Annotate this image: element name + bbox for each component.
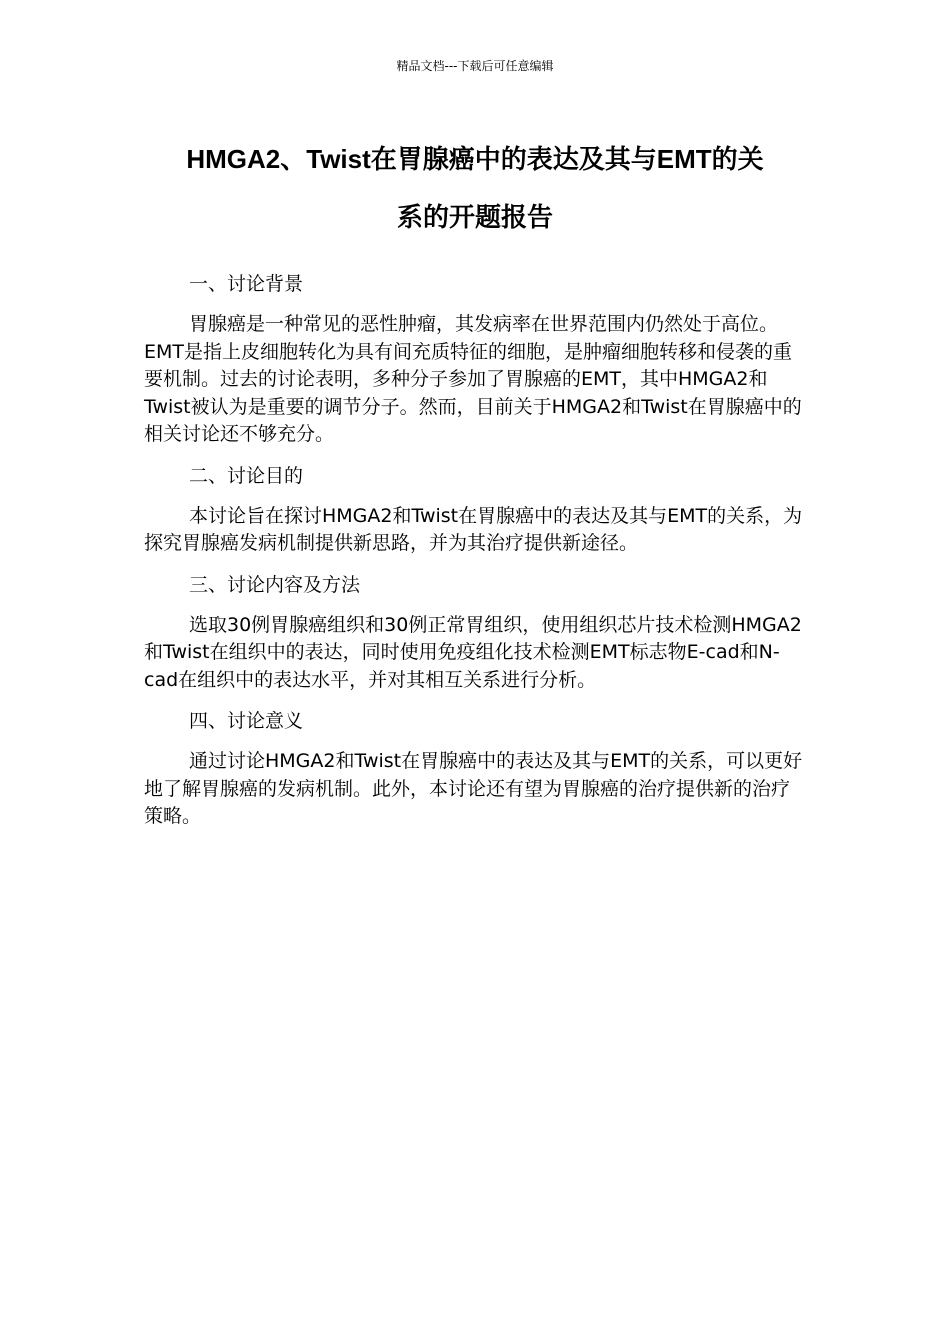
document-title-line-1: HMGA2、Twist在胃腺癌中的表达及其与EMT的关 (186, 144, 764, 174)
section-heading-background: 一、讨论背景 (189, 273, 304, 295)
section-body-background: 胃腺癌是一种常见的恶性肿瘤，其发病率在世界范围内仍然处于高位。EMT是指上皮细胞转化为具有间充质特征的细胞，是肿瘤细胞转移和侵袭的重要机制。过去的讨论表明，多种分子参加了胃腺癌的EMT，其中HMGA2和Twist被认为是重要的调节分子。然而，目前关于HMGA2和Twist在胃腺癌中的相关讨论还不够充分。 (144, 313, 802, 445)
document-title-line-2: 系的开题报告 (396, 202, 553, 232)
document-title (140, 130, 810, 246)
document-body (144, 270, 806, 844)
section-body-significance: 通过讨论HMGA2和Twist在胃腺癌中的表达及其与EMT的关系，可以更好地了解胃腺癌的发病机制。此外，本讨论还有望为胃腺癌的治疗提供新的治疗策略。 (144, 750, 803, 827)
section-body-methods: 选取30例胃腺癌组织和30例正常胃组织，使用组织芯片技术检测HMGA2和Twist在组织中的表达，同时使用免疫组化技术检测EMT标志物E-cad和N-cad在组织中的表达水平，并对其相互关系进行分析。 (144, 613, 802, 691)
section-heading-significance: 四、讨论意义 (189, 710, 304, 732)
section-heading-methods: 三、讨论内容及方法 (189, 573, 361, 596)
header-note: 精品文档---下载后可任意编辑 (396, 59, 554, 73)
section-body-purpose: 本讨论旨在探讨HMGA2和Twist在胃腺癌中的表达及其与EMT的关系，为探究胃腺癌发病机制提供新思路，并为其治疗提供新途径。 (144, 504, 803, 554)
section-heading-purpose: 二、讨论目的 (189, 464, 304, 487)
